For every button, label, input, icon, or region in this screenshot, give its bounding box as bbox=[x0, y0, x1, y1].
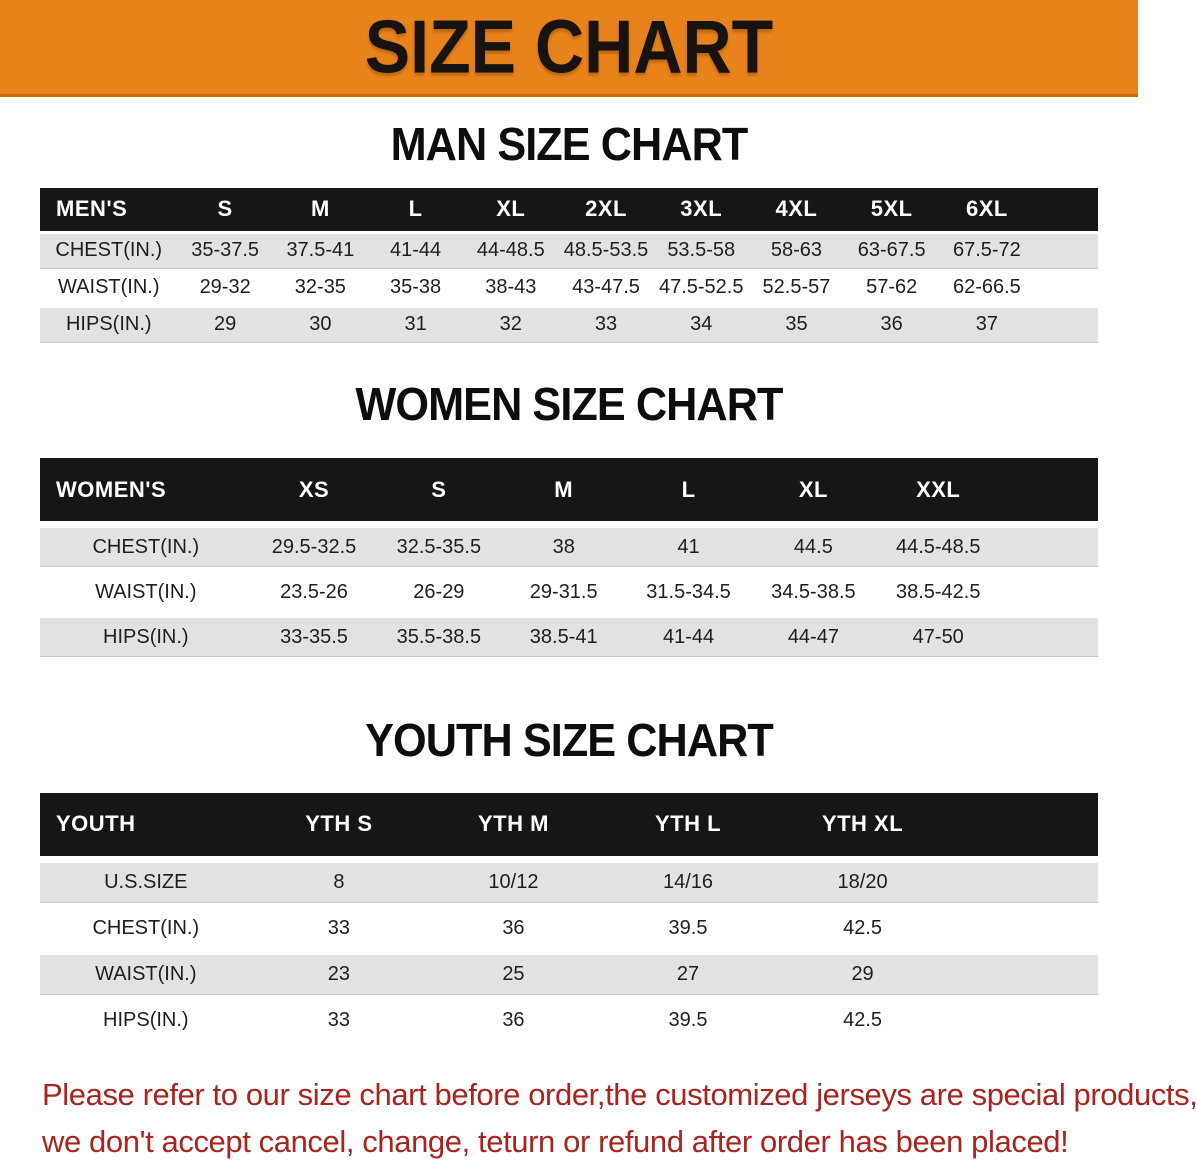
man-size-col-header: XL bbox=[463, 188, 558, 231]
size-value-cell: 35-38 bbox=[368, 271, 463, 305]
size-value-cell: 42.5 bbox=[775, 1001, 950, 1040]
size-value-cell: 18/20 bbox=[775, 863, 950, 902]
women-size-col-header: L bbox=[626, 458, 751, 521]
women-chest-row bbox=[40, 528, 1098, 566]
size-value-cell: 8 bbox=[252, 863, 427, 902]
filler-cell bbox=[950, 863, 1098, 902]
size-value-cell: 38-43 bbox=[463, 271, 558, 305]
man-size-col-header: 6XL bbox=[939, 188, 1034, 231]
filler-cell bbox=[950, 793, 1098, 856]
man-chest-row bbox=[40, 234, 1098, 268]
size-value-cell: 29 bbox=[178, 308, 273, 342]
size-value-cell: 32.5-35.5 bbox=[376, 528, 501, 566]
youth-size-col-header: YTH S bbox=[252, 793, 427, 856]
man-section-heading: MAN SIZE CHART bbox=[390, 118, 748, 170]
size-value-cell: 31 bbox=[368, 308, 463, 342]
size-value-cell: 14/16 bbox=[601, 863, 776, 902]
size-value-cell: 38 bbox=[501, 528, 626, 566]
size-value-cell: 31.5-34.5 bbox=[626, 573, 751, 611]
size-value-cell: 10/12 bbox=[426, 863, 601, 902]
man-size-col-header: 2XL bbox=[558, 188, 653, 231]
filler-cell bbox=[950, 909, 1098, 948]
size-value-cell: 32-35 bbox=[273, 271, 368, 305]
size-value-cell: 36 bbox=[426, 909, 601, 948]
women-size-col-header: M bbox=[501, 458, 626, 521]
women-size-col-header: XXL bbox=[876, 458, 1001, 521]
row-label: WAIST(IN.) bbox=[40, 955, 252, 994]
youth-size-table bbox=[40, 786, 1098, 1047]
women-hips-row bbox=[40, 618, 1098, 656]
size-value-cell: 25 bbox=[426, 955, 601, 994]
size-value-cell: 38.5-41 bbox=[501, 618, 626, 656]
size-value-cell: 36 bbox=[844, 308, 939, 342]
women-section-heading: WOMEN SIZE CHART bbox=[355, 377, 783, 430]
size-value-cell: 35 bbox=[749, 308, 844, 342]
size-value-cell: 26-29 bbox=[376, 573, 501, 611]
row-label: HIPS(IN.) bbox=[40, 618, 252, 656]
filler-cell bbox=[1035, 234, 1099, 268]
size-value-cell: 23 bbox=[252, 955, 427, 994]
size-value-cell: 29 bbox=[775, 955, 950, 994]
youth-size-col-header: YTH L bbox=[601, 793, 776, 856]
man-table-header-row bbox=[40, 188, 1098, 231]
youth-size-col-header: YTH XL bbox=[775, 793, 950, 856]
size-value-cell: 29.5-32.5 bbox=[252, 528, 377, 566]
youth-waist-row bbox=[40, 955, 1098, 994]
size-value-cell: 57-62 bbox=[844, 271, 939, 305]
size-value-cell: 35.5-38.5 bbox=[376, 618, 501, 656]
women-size-col-header: XS bbox=[252, 458, 377, 521]
size-chart-banner bbox=[0, 0, 1138, 97]
row-label: CHEST(IN.) bbox=[40, 528, 252, 566]
size-value-cell: 33-35.5 bbox=[252, 618, 377, 656]
size-value-cell: 44.5-48.5 bbox=[876, 528, 1001, 566]
size-value-cell: 29-32 bbox=[178, 271, 273, 305]
size-value-cell: 52.5-57 bbox=[749, 271, 844, 305]
size-value-cell: 62-66.5 bbox=[939, 271, 1034, 305]
row-label: HIPS(IN.) bbox=[40, 1001, 252, 1040]
youth-size-col-header: YTH M bbox=[426, 793, 601, 856]
youth-hips-row bbox=[40, 1001, 1098, 1040]
filler-cell bbox=[950, 955, 1098, 994]
size-value-cell: 36 bbox=[426, 1001, 601, 1040]
size-value-cell: 34 bbox=[654, 308, 749, 342]
women-table-header-row bbox=[40, 458, 1098, 521]
filler-cell bbox=[1035, 308, 1099, 342]
filler-cell bbox=[950, 1001, 1098, 1040]
row-label: CHEST(IN.) bbox=[40, 909, 252, 948]
size-value-cell: 44-47 bbox=[751, 618, 876, 656]
women-size-col-header: S bbox=[376, 458, 501, 521]
women-size-table bbox=[40, 451, 1098, 663]
filler-cell bbox=[1001, 458, 1098, 521]
filler-cell bbox=[1001, 528, 1098, 566]
size-value-cell: 33 bbox=[252, 909, 427, 948]
man-size-col-header: 4XL bbox=[749, 188, 844, 231]
filler-cell bbox=[1035, 188, 1099, 231]
footer-disclaimer bbox=[42, 1071, 1197, 1165]
women-waist-row bbox=[40, 573, 1098, 611]
row-label: U.S.SIZE bbox=[40, 863, 252, 902]
women-size-col-header: XL bbox=[751, 458, 876, 521]
man-corner-label: MEN'S bbox=[40, 188, 178, 231]
disclaimer-line-1: Please refer to our size chart before order,the customized jerseys are special products, bbox=[42, 1076, 1197, 1112]
disclaimer-line-2: we don't accept cancel, change, teturn or refund after order has been placed! bbox=[42, 1123, 1069, 1159]
man-size-col-header: M bbox=[273, 188, 368, 231]
row-label: HIPS(IN.) bbox=[40, 308, 178, 342]
size-value-cell: 41-44 bbox=[626, 618, 751, 656]
man-hips-row bbox=[40, 308, 1098, 342]
youth-section-heading: YOUTH SIZE CHART bbox=[365, 714, 773, 767]
size-value-cell: 32 bbox=[463, 308, 558, 342]
size-value-cell: 38.5-42.5 bbox=[876, 573, 1001, 611]
filler-cell bbox=[1001, 618, 1098, 656]
size-value-cell: 42.5 bbox=[775, 909, 950, 948]
size-value-cell: 63-67.5 bbox=[844, 234, 939, 268]
youth-corner-label: YOUTH bbox=[40, 793, 252, 856]
filler-cell bbox=[1001, 573, 1098, 611]
size-value-cell: 43-47.5 bbox=[558, 271, 653, 305]
man-size-col-header: 5XL bbox=[844, 188, 939, 231]
man-waist-row bbox=[40, 271, 1098, 305]
size-value-cell: 37 bbox=[939, 308, 1034, 342]
size-value-cell: 47.5-52.5 bbox=[654, 271, 749, 305]
youth-table-header-row bbox=[40, 793, 1098, 856]
man-size-col-header: L bbox=[368, 188, 463, 231]
row-label: CHEST(IN.) bbox=[40, 234, 178, 268]
size-value-cell: 33 bbox=[252, 1001, 427, 1040]
women-corner-label: WOMEN'S bbox=[40, 458, 252, 521]
size-value-cell: 23.5-26 bbox=[252, 573, 377, 611]
size-value-cell: 41-44 bbox=[368, 234, 463, 268]
filler-cell bbox=[1035, 271, 1099, 305]
size-value-cell: 53.5-58 bbox=[654, 234, 749, 268]
size-value-cell: 27 bbox=[601, 955, 776, 994]
size-value-cell: 34.5-38.5 bbox=[751, 573, 876, 611]
size-value-cell: 33 bbox=[558, 308, 653, 342]
man-size-table bbox=[40, 185, 1098, 345]
youth-chest-row bbox=[40, 909, 1098, 948]
size-value-cell: 29-31.5 bbox=[501, 573, 626, 611]
size-value-cell: 30 bbox=[273, 308, 368, 342]
row-label: WAIST(IN.) bbox=[40, 573, 252, 611]
man-size-col-header: 3XL bbox=[654, 188, 749, 231]
size-value-cell: 44-48.5 bbox=[463, 234, 558, 268]
size-value-cell: 47-50 bbox=[876, 618, 1001, 656]
size-value-cell: 44.5 bbox=[751, 528, 876, 566]
size-value-cell: 35-37.5 bbox=[178, 234, 273, 268]
size-value-cell: 48.5-53.5 bbox=[558, 234, 653, 268]
size-value-cell: 39.5 bbox=[601, 1001, 776, 1040]
size-value-cell: 39.5 bbox=[601, 909, 776, 948]
size-value-cell: 41 bbox=[626, 528, 751, 566]
size-value-cell: 37.5-41 bbox=[273, 234, 368, 268]
youth-ussize-row bbox=[40, 863, 1098, 902]
size-value-cell: 58-63 bbox=[749, 234, 844, 268]
banner-title: SIZE CHART bbox=[364, 4, 774, 89]
man-size-col-header: S bbox=[178, 188, 273, 231]
row-label: WAIST(IN.) bbox=[40, 271, 178, 305]
size-value-cell: 67.5-72 bbox=[939, 234, 1034, 268]
